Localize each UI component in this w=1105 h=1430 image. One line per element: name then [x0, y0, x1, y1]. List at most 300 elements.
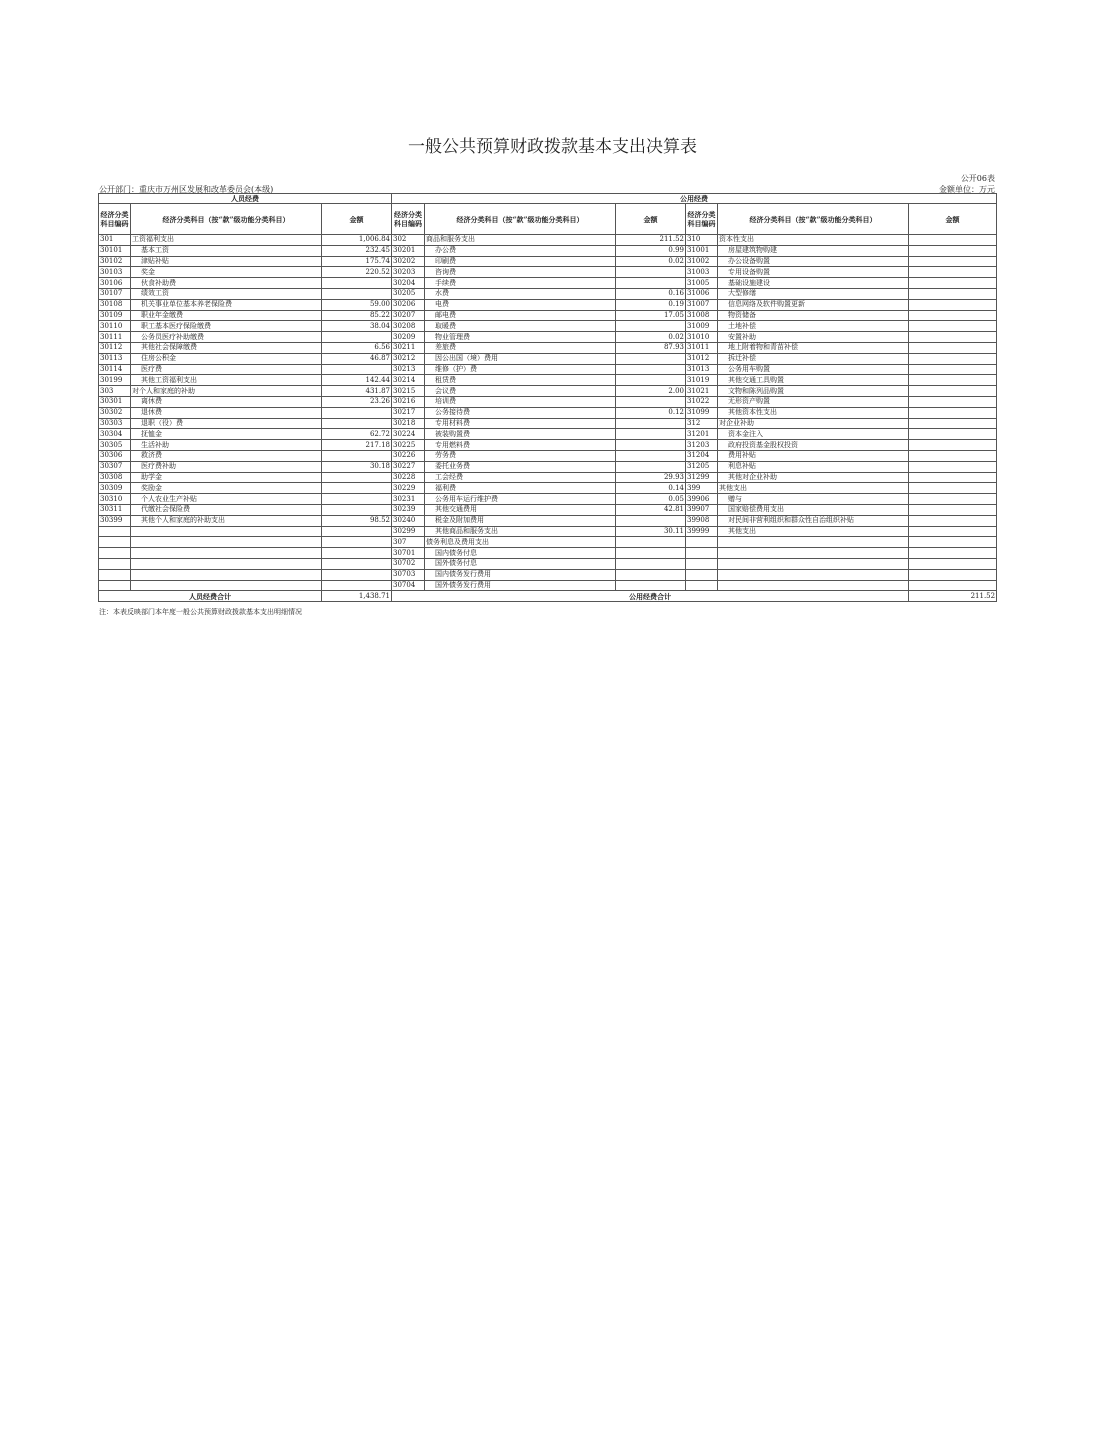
- amount-cell: [616, 537, 686, 548]
- code-cell: 31299: [686, 472, 718, 483]
- code-cell: 31005: [686, 278, 718, 289]
- code-cell: 30113: [99, 353, 131, 364]
- table-row: [99, 526, 997, 537]
- name-cell: 机关事业单位基本养老保险费: [131, 299, 322, 310]
- table-row: [99, 245, 997, 256]
- code-cell: 30114: [99, 364, 131, 375]
- amount-cell: [322, 418, 392, 429]
- code-cell: 30108: [99, 299, 131, 310]
- code-cell: 31201: [686, 429, 718, 440]
- amount-header: 金额: [909, 204, 997, 235]
- code-cell: 303: [99, 386, 131, 397]
- amount-cell: 431.87: [322, 386, 392, 397]
- name-cell: 专用燃料费: [425, 440, 616, 451]
- name-cell: 奖励金: [131, 483, 322, 494]
- name-cell: 退休费: [131, 407, 322, 418]
- code-cell: 30106: [99, 278, 131, 289]
- amount-cell: [322, 450, 392, 461]
- amount-cell: [909, 375, 997, 386]
- amount-cell: 217.18: [322, 440, 392, 451]
- name-cell: 对企业补助: [718, 418, 909, 429]
- amount-cell: 175.74: [322, 256, 392, 267]
- name-cell: [718, 548, 909, 559]
- name-cell: 债务利息及费用支出: [425, 537, 616, 548]
- code-header: 经济分类科目编码: [686, 204, 718, 235]
- table-row: [99, 472, 997, 483]
- page-title: 一般公共预算财政拨款基本支出决算表: [408, 137, 697, 157]
- name-cell: 物资储备: [718, 310, 909, 321]
- table-row: [99, 580, 997, 591]
- name-cell: 职工基本医疗保险缴费: [131, 321, 322, 332]
- table-row: [99, 386, 997, 397]
- code-cell: [686, 569, 718, 580]
- table-row: [99, 288, 997, 299]
- code-cell: 30209: [392, 332, 425, 343]
- amount-cell: 1,006.84: [322, 235, 392, 246]
- table-row: [99, 267, 997, 278]
- code-cell: 30201: [392, 245, 425, 256]
- name-cell: 咨询费: [425, 267, 616, 278]
- personnel-total-value: 1,438.71: [322, 591, 392, 602]
- amount-cell: [322, 548, 392, 559]
- code-cell: 31204: [686, 450, 718, 461]
- amount-cell: [322, 472, 392, 483]
- code-cell: 31007: [686, 299, 718, 310]
- amount-cell: 98.52: [322, 515, 392, 526]
- table-row: [99, 407, 997, 418]
- name-cell: 无形资产购置: [718, 396, 909, 407]
- amount-cell: [322, 504, 392, 515]
- amount-header: 金额: [322, 204, 392, 235]
- name-cell: 代缴社会保险费: [131, 504, 322, 515]
- code-cell: 31006: [686, 288, 718, 299]
- table-row: [99, 299, 997, 310]
- name-cell: [131, 526, 322, 537]
- amount-cell: [909, 245, 997, 256]
- code-cell: 30207: [392, 310, 425, 321]
- code-cell: 30305: [99, 440, 131, 451]
- code-cell: 30224: [392, 429, 425, 440]
- code-cell: 30111: [99, 332, 131, 343]
- name-cell: 公务接待费: [425, 407, 616, 418]
- name-cell: 绩效工资: [131, 288, 322, 299]
- code-cell: 31099: [686, 407, 718, 418]
- amount-cell: 0.02: [616, 256, 686, 267]
- table-row: [99, 504, 997, 515]
- code-cell: [686, 558, 718, 569]
- amount-cell: [616, 548, 686, 559]
- code-cell: 30228: [392, 472, 425, 483]
- code-cell: 30109: [99, 310, 131, 321]
- name-cell: 抚恤金: [131, 429, 322, 440]
- code-cell: 301: [99, 235, 131, 246]
- name-cell: 工资福利支出: [131, 235, 322, 246]
- code-cell: 30302: [99, 407, 131, 418]
- amount-cell: [909, 440, 997, 451]
- code-cell: 30110: [99, 321, 131, 332]
- name-cell: 赠与: [718, 494, 909, 505]
- code-cell: 30205: [392, 288, 425, 299]
- name-cell: 专用材料费: [425, 418, 616, 429]
- code-cell: 30226: [392, 450, 425, 461]
- code-cell: 30703: [392, 569, 425, 580]
- code-cell: 30206: [392, 299, 425, 310]
- name-cell: 住房公积金: [131, 353, 322, 364]
- amount-cell: 30.11: [616, 526, 686, 537]
- amount-cell: [322, 569, 392, 580]
- code-cell: 30704: [392, 580, 425, 591]
- amount-cell: [909, 235, 997, 246]
- amount-cell: [909, 472, 997, 483]
- table-row: [99, 515, 997, 526]
- personnel-group-header: 人员经费: [99, 194, 392, 204]
- code-cell: 30218: [392, 418, 425, 429]
- name-cell: 资本性支出: [718, 235, 909, 246]
- code-cell: 30101: [99, 245, 131, 256]
- code-cell: 31019: [686, 375, 718, 386]
- amount-cell: [909, 332, 997, 343]
- amount-cell: 85.22: [322, 310, 392, 321]
- amount-cell: 0.05: [616, 494, 686, 505]
- name-cell: 税金及附加费用: [425, 515, 616, 526]
- code-header: 经济分类科目编码: [392, 204, 425, 235]
- code-cell: 30107: [99, 288, 131, 299]
- code-cell: 30304: [99, 429, 131, 440]
- code-cell: 30309: [99, 483, 131, 494]
- table-row: [99, 353, 997, 364]
- amount-cell: [616, 558, 686, 569]
- name-cell: 委托业务费: [425, 461, 616, 472]
- code-cell: 30239: [392, 504, 425, 515]
- code-cell: 31003: [686, 267, 718, 278]
- name-cell: 基本工资: [131, 245, 322, 256]
- amount-cell: [909, 267, 997, 278]
- amount-header: 金额: [616, 204, 686, 235]
- name-cell: 维修（护）费: [425, 364, 616, 375]
- amount-cell: [909, 429, 997, 440]
- personnel-total-label: 人员经费合计: [99, 591, 322, 602]
- code-cell: 30308: [99, 472, 131, 483]
- amount-cell: [909, 342, 997, 353]
- amount-cell: [909, 321, 997, 332]
- code-cell: 39908: [686, 515, 718, 526]
- amount-cell: [616, 580, 686, 591]
- code-cell: 30217: [392, 407, 425, 418]
- name-cell: 办公设备购置: [718, 256, 909, 267]
- amount-cell: [322, 278, 392, 289]
- amount-cell: 17.05: [616, 310, 686, 321]
- public-total-label: 公用经费合计: [392, 591, 909, 602]
- amount-cell: 46.87: [322, 353, 392, 364]
- table-row: [99, 310, 997, 321]
- amount-cell: [909, 418, 997, 429]
- table-row: [99, 364, 997, 375]
- amount-cell: [909, 353, 997, 364]
- table-row: [99, 418, 997, 429]
- name-cell: 培训费: [425, 396, 616, 407]
- name-cell: 医疗费补助: [131, 461, 322, 472]
- code-cell: 31021: [686, 386, 718, 397]
- code-cell: [99, 537, 131, 548]
- name-cell: 商品和服务支出: [425, 235, 616, 246]
- amount-cell: [909, 515, 997, 526]
- name-cell: 国外债务发行费用: [425, 580, 616, 591]
- amount-cell: 0.16: [616, 288, 686, 299]
- table-row: [99, 342, 997, 353]
- table-row: [99, 278, 997, 289]
- amount-cell: [322, 332, 392, 343]
- name-cell: 取暖费: [425, 321, 616, 332]
- code-cell: 30216: [392, 396, 425, 407]
- code-cell: 39907: [686, 504, 718, 515]
- code-cell: 312: [686, 418, 718, 429]
- name-cell: 政府投资基金股权投资: [718, 440, 909, 451]
- table-row: [99, 483, 997, 494]
- amount-cell: [909, 526, 997, 537]
- table-row: [99, 548, 997, 559]
- code-cell: [686, 537, 718, 548]
- amount-cell: [322, 483, 392, 494]
- name-cell: 其他支出: [718, 526, 909, 537]
- name-cell: 邮电费: [425, 310, 616, 321]
- amount-cell: [616, 569, 686, 580]
- code-cell: 30229: [392, 483, 425, 494]
- amount-cell: [909, 548, 997, 559]
- name-cell: 其他商品和服务支出: [425, 526, 616, 537]
- code-cell: [99, 580, 131, 591]
- amount-cell: 142.44: [322, 375, 392, 386]
- amount-cell: 0.12: [616, 407, 686, 418]
- code-cell: 30310: [99, 494, 131, 505]
- amount-cell: 232.45: [322, 245, 392, 256]
- name-cell: 国家赔偿费用支出: [718, 504, 909, 515]
- name-cell: 差旅费: [425, 342, 616, 353]
- name-cell: 对个人和家庭的补助: [131, 386, 322, 397]
- amount-cell: [909, 364, 997, 375]
- table-row: [99, 332, 997, 343]
- code-cell: 30203: [392, 267, 425, 278]
- name-cell: 土地补偿: [718, 321, 909, 332]
- code-cell: 30204: [392, 278, 425, 289]
- table-row: [99, 537, 997, 548]
- amount-cell: 62.72: [322, 429, 392, 440]
- amount-cell: [909, 299, 997, 310]
- name-cell: [131, 580, 322, 591]
- name-cell: 国内债务付息: [425, 548, 616, 559]
- amount-cell: 42.81: [616, 504, 686, 515]
- amount-cell: [616, 461, 686, 472]
- code-cell: 30303: [99, 418, 131, 429]
- name-cell: 大型修缮: [718, 288, 909, 299]
- amount-cell: 220.52: [322, 267, 392, 278]
- amount-cell: [616, 418, 686, 429]
- code-cell: 30299: [392, 526, 425, 537]
- name-cell: 对民间非营利组织和群众性自治组织补贴: [718, 515, 909, 526]
- name-cell: 印刷费: [425, 256, 616, 267]
- name-cell: 工会经费: [425, 472, 616, 483]
- code-cell: 31009: [686, 321, 718, 332]
- name-cell: [131, 569, 322, 580]
- name-cell: 奖金: [131, 267, 322, 278]
- amount-cell: 29.93: [616, 472, 686, 483]
- code-cell: 30311: [99, 504, 131, 515]
- name-cell: 办公费: [425, 245, 616, 256]
- name-cell: 专用设备购置: [718, 267, 909, 278]
- code-cell: 30208: [392, 321, 425, 332]
- amount-cell: [322, 526, 392, 537]
- amount-cell: [616, 321, 686, 332]
- name-cell: 其他个人和家庭的补助支出: [131, 515, 322, 526]
- amount-cell: [616, 267, 686, 278]
- table-row: [99, 494, 997, 505]
- name-cell: 救济费: [131, 450, 322, 461]
- code-cell: 39906: [686, 494, 718, 505]
- amount-cell: [616, 440, 686, 451]
- department-label: 公开部门：重庆市万州区发展和改革委员会(本级): [99, 185, 274, 194]
- name-header: 经济分类科目（按“款”级功能分类科目）: [718, 204, 909, 235]
- amount-cell: [909, 310, 997, 321]
- code-cell: 310: [686, 235, 718, 246]
- amount-cell: [909, 386, 997, 397]
- amount-cell: [322, 558, 392, 569]
- code-cell: 39999: [686, 526, 718, 537]
- code-cell: 31008: [686, 310, 718, 321]
- code-cell: 30214: [392, 375, 425, 386]
- amount-cell: 0.19: [616, 299, 686, 310]
- name-cell: 其他交通费用: [425, 504, 616, 515]
- amount-cell: [909, 407, 997, 418]
- amount-cell: [909, 569, 997, 580]
- amount-cell: [616, 278, 686, 289]
- code-cell: 30701: [392, 548, 425, 559]
- name-cell: [718, 537, 909, 548]
- code-cell: 30702: [392, 558, 425, 569]
- code-cell: 399: [686, 483, 718, 494]
- name-cell: 职业年金缴费: [131, 310, 322, 321]
- code-cell: 31203: [686, 440, 718, 451]
- table-row: [99, 450, 997, 461]
- name-cell: 房屋建筑物购建: [718, 245, 909, 256]
- table-row: [99, 558, 997, 569]
- name-cell: [718, 569, 909, 580]
- amount-cell: 38.04: [322, 321, 392, 332]
- table-number: 公开06表: [960, 174, 995, 183]
- name-cell: 手续费: [425, 278, 616, 289]
- code-cell: [99, 558, 131, 569]
- table-row: [99, 461, 997, 472]
- name-cell: 信息网络及软件购置更新: [718, 299, 909, 310]
- code-cell: 30215: [392, 386, 425, 397]
- amount-cell: 23.26: [322, 396, 392, 407]
- name-header: 经济分类科目（按“款”级功能分类科目）: [131, 204, 322, 235]
- amount-cell: [322, 494, 392, 505]
- name-cell: 水费: [425, 288, 616, 299]
- code-cell: [99, 526, 131, 537]
- code-cell: 30202: [392, 256, 425, 267]
- amount-cell: [616, 375, 686, 386]
- name-cell: 被装购置费: [425, 429, 616, 440]
- amount-cell: [616, 515, 686, 526]
- name-cell: [131, 537, 322, 548]
- public-total-value: 211.52: [909, 591, 997, 602]
- amount-cell: [322, 580, 392, 591]
- code-cell: 30112: [99, 342, 131, 353]
- name-cell: 其他交通工具购置: [718, 375, 909, 386]
- table-row: [99, 321, 997, 332]
- footnote: 注：本表反映部门本年度一般公共预算财政拨款基本支出明细情况: [99, 608, 302, 616]
- code-cell: [686, 548, 718, 559]
- amount-cell: [909, 450, 997, 461]
- code-cell: 31011: [686, 342, 718, 353]
- table-row: [99, 235, 997, 246]
- name-cell: 电费: [425, 299, 616, 310]
- table-row: [99, 375, 997, 386]
- name-cell: 其他社会保障缴费: [131, 342, 322, 353]
- table-row: [99, 396, 997, 407]
- table-row: [99, 429, 997, 440]
- name-cell: 拆迁补偿: [718, 353, 909, 364]
- name-cell: 助学金: [131, 472, 322, 483]
- code-cell: 30103: [99, 267, 131, 278]
- code-cell: 30231: [392, 494, 425, 505]
- amount-cell: [909, 494, 997, 505]
- name-cell: 退职（役）费: [131, 418, 322, 429]
- name-cell: [718, 558, 909, 569]
- code-cell: 302: [392, 235, 425, 246]
- amount-cell: 0.14: [616, 483, 686, 494]
- amount-cell: 87.93: [616, 342, 686, 353]
- name-cell: 基础设施建设: [718, 278, 909, 289]
- code-cell: 30213: [392, 364, 425, 375]
- table-row: [99, 569, 997, 580]
- name-cell: 其他工资福利支出: [131, 375, 322, 386]
- name-cell: 伙食补助费: [131, 278, 322, 289]
- amount-cell: 0.02: [616, 332, 686, 343]
- amount-cell: 30.18: [322, 461, 392, 472]
- amount-cell: [616, 396, 686, 407]
- code-cell: 30301: [99, 396, 131, 407]
- amount-cell: [909, 504, 997, 515]
- code-cell: 30102: [99, 256, 131, 267]
- name-cell: [131, 558, 322, 569]
- code-header: 经济分类科目编码: [99, 204, 131, 235]
- table-row: [99, 440, 997, 451]
- name-cell: 离休费: [131, 396, 322, 407]
- name-cell: 安置补助: [718, 332, 909, 343]
- code-cell: 31012: [686, 353, 718, 364]
- name-cell: 其他支出: [718, 483, 909, 494]
- code-cell: 31022: [686, 396, 718, 407]
- name-cell: 租赁费: [425, 375, 616, 386]
- code-cell: 30240: [392, 515, 425, 526]
- name-cell: 公务用车运行维护费: [425, 494, 616, 505]
- code-cell: 30211: [392, 342, 425, 353]
- code-cell: 30227: [392, 461, 425, 472]
- code-cell: 307: [392, 537, 425, 548]
- amount-cell: [909, 558, 997, 569]
- name-cell: 个人农业生产补贴: [131, 494, 322, 505]
- name-cell: 国外债务付息: [425, 558, 616, 569]
- name-cell: 其他对企业补助: [718, 472, 909, 483]
- name-cell: 劳务费: [425, 450, 616, 461]
- amount-cell: [909, 278, 997, 289]
- amount-cell: [322, 407, 392, 418]
- name-cell: 会议费: [425, 386, 616, 397]
- amount-cell: [322, 364, 392, 375]
- name-cell: 因公出国（境）费用: [425, 353, 616, 364]
- name-cell: 公务员医疗补助缴费: [131, 332, 322, 343]
- amount-cell: 0.99: [616, 245, 686, 256]
